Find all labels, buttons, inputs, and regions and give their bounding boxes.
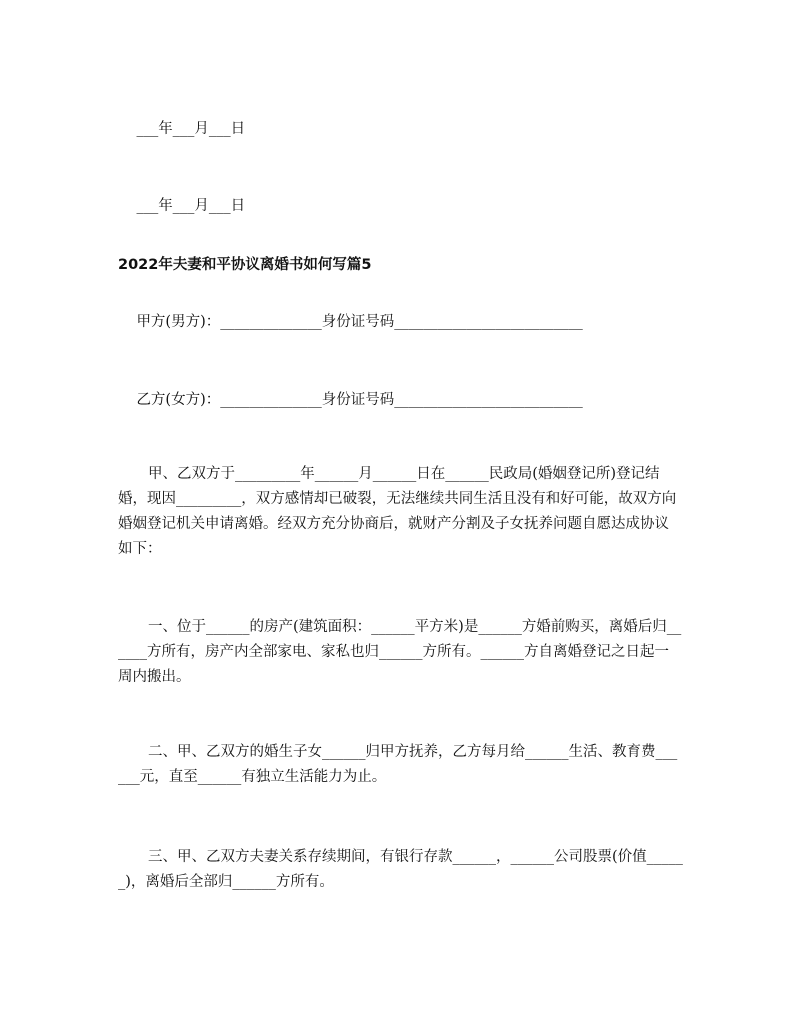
party-a-line: 甲方(男方)：______________身份证号码__________________________: [118, 314, 583, 330]
intro-paragraph: 甲、乙双方于_________年______月______日在______民政局(婚姻登记所)登记结婚，现因_________，双方感情却已破裂，无法继续共同生活且没有和好可能，故双方向婚姻登记机关申请离婚。经双方充分协商后，就财产分割及子女抚养问题自愿达成协议如下：: [118, 466, 677, 557]
party-b-line: 乙方(女方)：______________身份证号码__________________________: [118, 392, 583, 408]
signature-date-line: ___年___月___日: [118, 121, 246, 137]
signature-date-line: ___年___月___日: [118, 198, 246, 214]
section-title: 2022年夫妻和平协议离婚书如何写篇5: [118, 257, 372, 273]
clause-savings-stocks: 三、甲、乙双方夫妻关系存续期间，有银行存款______，______公司股票(价值______)，离婚后全部归______方所有。: [118, 849, 683, 890]
clause-property: 一、位于______的房产(建筑面积：______平方米)是______方婚前购买，离婚后归______方所有，房产内全部家电、家私也归______方所有。______方自离婚登记之日起一周内搬出。: [118, 619, 682, 685]
clause-child-custody: 二、甲、乙双方的婚生子女______归甲方抚养，乙方每月给______生活、教育费______元，直至______有独立生活能力为止。: [118, 744, 678, 785]
